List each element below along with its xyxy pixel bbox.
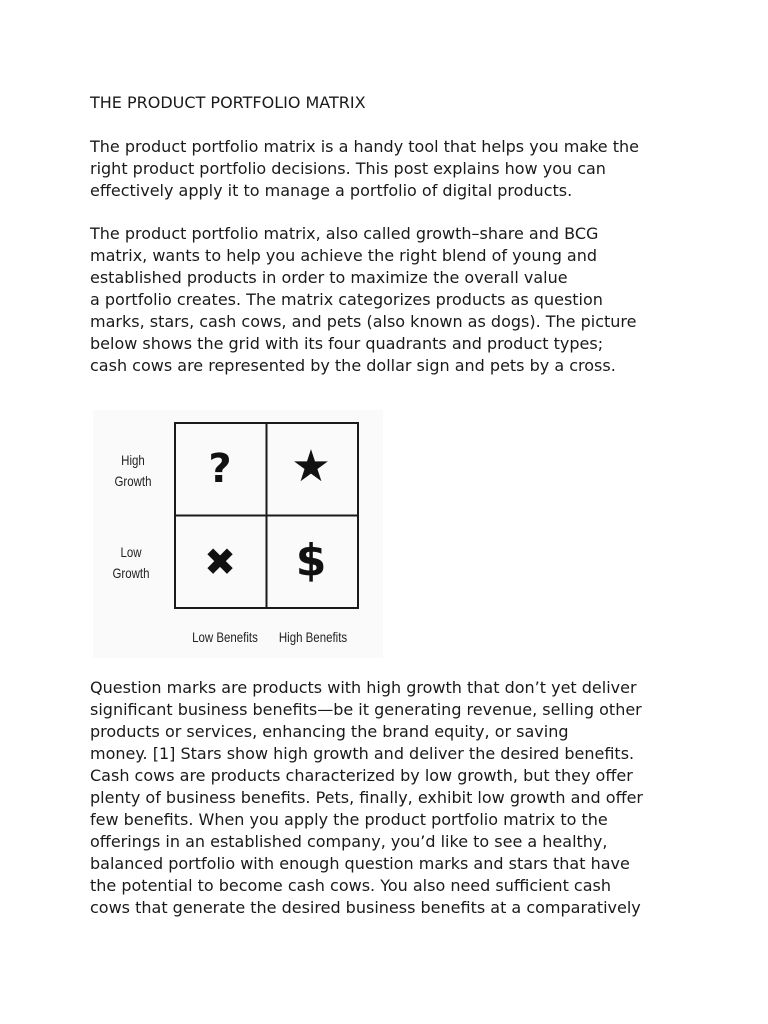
paragraph-line: significant business benefits—be it generating revenue, selling other <box>90 700 642 719</box>
paragraph-line: The product portfolio matrix, also called growth–share and BCG <box>90 224 599 243</box>
quadrant-explanation-paragraph <box>90 677 690 919</box>
paragraph-line: plenty of business benefits. Pets, finally, exhibit low growth and offer <box>90 788 644 807</box>
portfolio-matrix-figure <box>93 410 383 658</box>
low-growth-label: Low Growth <box>112 544 150 581</box>
document-title <box>90 92 690 114</box>
intro-paragraph <box>90 136 690 202</box>
paragraph-line: The product portfolio matrix is a handy tool that helps you make the <box>90 137 639 156</box>
paragraph-line: Question marks are products with high growth that don’t yet deliver <box>90 678 637 697</box>
high-benefits-label: High Benefits <box>278 629 348 645</box>
paragraph-line: below shows the grid with its four quadrants and product types; <box>90 334 604 353</box>
paragraph-line: matrix, wants to help you achieve the right blend of young and <box>90 246 598 265</box>
question-mark-icon: ? <box>208 446 232 492</box>
paragraph-line: right product portfolio decisions. This post explains how you can <box>90 159 606 178</box>
paragraph-line: Cash cows are products characterized by low growth, but they offer <box>90 766 633 785</box>
paragraph-line: products or services, enhancing the brand equity, or saving <box>90 722 569 741</box>
dollar-icon: $ <box>295 535 327 586</box>
star-icon: ★ <box>291 441 331 492</box>
paragraph-line: the potential to become cash cows. You also need sufficient cash <box>90 876 611 895</box>
paragraph-line: money. [1] Stars show high growth and deliver the desired benefits. <box>90 744 635 763</box>
title-text: THE PRODUCT PORTFOLIO MATRIX <box>90 93 366 112</box>
paragraph-line: few benefits. When you apply the product portfolio matrix to the <box>90 810 608 829</box>
low-benefits-label: Low Benefits <box>192 629 258 645</box>
paragraph-line: established products in order to maximize the overall value <box>90 268 568 287</box>
paragraph-line: a portfolio creates. The matrix categorizes products as question <box>90 290 603 309</box>
matrix-description-paragraph <box>90 223 690 377</box>
paragraph-line: effectively apply it to manage a portfolio of digital products. <box>90 181 573 200</box>
paragraph-line: offerings in an established company, you’d like to see a healthy, <box>90 832 608 851</box>
cross-icon: ✖ <box>204 540 236 584</box>
high-growth-label: High Growth <box>114 452 152 489</box>
paragraph-line: cash cows are represented by the dollar sign and pets by a cross. <box>90 356 616 375</box>
paragraph-line: cows that generate the desired business benefits at a comparatively <box>90 898 641 917</box>
paragraph-line: balanced portfolio with enough question marks and stars that have <box>90 854 630 873</box>
paragraph-line: marks, stars, cash cows, and pets (also known as dogs). The picture <box>90 312 637 331</box>
